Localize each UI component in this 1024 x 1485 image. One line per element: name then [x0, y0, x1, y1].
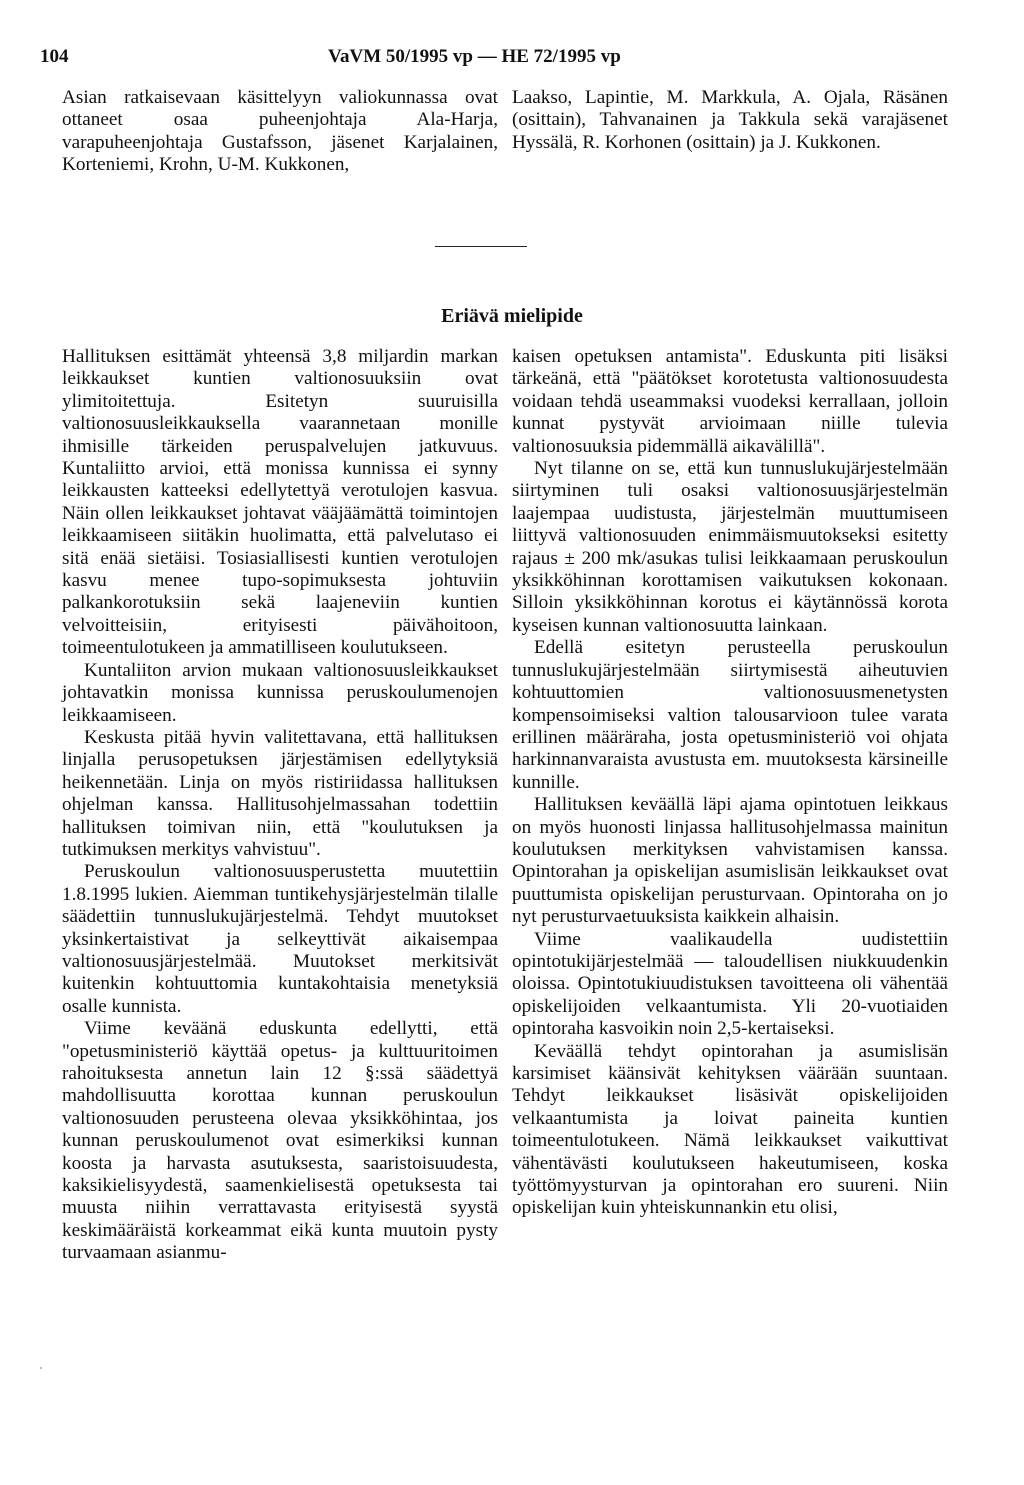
paragraph: Peruskoulun valtionosuusperustetta muutettiin 1.8.1995 lukien. Aiemman tuntikehysjärjestelmän tilalle säädettiin tunnuslukujärjestelmä. Tehdyt muutokset yksinkertaistivat ja selkeyttivät aikaisempaa valtionosuusjärjestelmää. Muutokset merkitsivät kuitenkin kohtuuttomia kuntakohtaisia menetyksiä osalle kunnista. — [62, 861, 498, 1017]
intro-paragraph-continued: Laakso, Lapintie, M. Markkula, A. Ojala, Räsänen (osittain), Tahvanainen ja Takkula sekä varajäsenet Hyssälä, R. Korhonen (osittain) ja J. Kukkonen. — [512, 87, 948, 153]
paragraph: Nyt tilanne on se, että kun tunnuslukujärjestelmään siirtyminen tuli osaksi valtionosuusjärjestelmän laajempaa uudistusta, järjestelmän muuttumiseen liittyvä valtionosuuden enimmäismuutokseksi esitetty rajaus ± 200 mk/asukas tulisi leikkaamaan peruskoulun yksikköhinnan korottamisen vaikutuksen kokonaan. Silloin yksikköhinnan korotus ei käytännössä korota kyseisen kunnan valtionosuutta lainkaan. — [512, 458, 948, 636]
paragraph: Kuntaliiton arvion mukaan valtionosuusleikkaukset johtavatkin monissa kunnissa peruskoulumenojen leikkaamiseen. — [62, 659, 498, 726]
section-heading: Eriävä mielipide — [441, 305, 583, 327]
intro-left-column — [62, 87, 498, 177]
running-header-title: VaVM 50/1995 vp — HE 72/1995 vp — [328, 46, 621, 67]
paragraph: Viime keväänä eduskunta edellytti, että "opetusministeriö käyttää opetus- ja kulttuuritoimen rahoituksesta annetun lain 12 §:ssä säädettyä mahdollisuutta korottaa kunnan peruskoulun valtionosuuden perusteena olevaa yksikköhintaa, jos kunnan peruskoulumenot ovat esimerkiksi kunnan koosta ja harvasta asutuksesta, saaristoisuudesta, kaksikielisyydestä, saamenkielisestä opetuksesta tai muusta niihin verrattavasta erityisestä syystä keskimääräistä korkeammat eikä kunta muutoin pysty turvaamaan asianmu- — [62, 1018, 498, 1264]
page-number: 104 — [40, 46, 69, 67]
paragraph: Hallituksen keväällä läpi ajama opintotuen leikkaus on myös huonosti linjassa hallitusohjelmassa mainitun koulutuksen merkityksen vahvistamisen kanssa. Opintorahan ja opiskelijan asumislisän leikkaukset ovat puuttumista opiskelijan perusturvaan. Opintoraha on jo nyt perusturvaetuuksista kaikkein alhaisin. — [512, 794, 948, 928]
left-text-column — [62, 346, 498, 1265]
paragraph: Hallituksen esittämät yhteensä 3,8 miljardin markan leikkaukset kuntien valtionosuuksiin ovat ylimitoitettuja. Esitetyn suuruisilla valtionosuusleikkauksella vaarannetaan monille ihmisille tärkeiden peruspalvelujen jatkuvuus. Kuntaliitto arvioi, että monissa kunnissa ei synny leikkausten katteeksi edellytettyä verotulojen kasvua. Näin ollen leikkaukset johtavat vääjäämättä toimintojen leikkaamiseen siitäkin huolimatta, että palvelutaso ei sitä enää sietäisi. Tosiasiallisesti kuntien verotulojen kasvu menee tupo-sopimuksesta johtuviin palkankorotuksiin sekä laajeneviin kuntien velvoitteisiin, erityisesti päivähoitoon, toimeentulotukeen ja ammatilliseen koulutukseen. — [62, 346, 498, 659]
right-text-column — [512, 346, 948, 1220]
scan-speck — [40, 1367, 42, 1369]
paragraph: Keväällä tehdyt opintorahan ja asumislisän karsimiset käänsivät kehityksen väärään suuntaan. Tehdyt leikkaukset lisäsivät opiskelijoiden velkaantumista ja loivat paineita kuntien toimeentulotukeen. Nämä leikkaukset vaikuttivat vähentävästi koulutukseen hakeutumiseen, koska työttömyysturvan ja opintorahan ero suureni. Niin opiskelijan kuin yhteiskunnankin etu olisi, — [512, 1040, 948, 1219]
section-divider — [435, 246, 527, 247]
intro-paragraph: Asian ratkaisevaan käsittelyyn valiokunnassa ovat ottaneet osaa puheenjohtaja Ala-Harja, varapuheenjohtaja Gustafsson, jäsenet Karjalainen, Korteniemi, Krohn, U-M. Kukkonen, — [62, 87, 498, 176]
paragraph: Edellä esitetyn perusteella peruskoulun tunnuslukujärjestelmään siirtymisestä aiheutuvien kohtuuttomien valtionosuusmenetysten kompensoimiseksi valtion talousarvioon tulee varata erillinen määräraha, josta opetusministeriö voi ohjata harkinnanvaraista avustusta em. muutoksesta kärsineille kunnille. — [512, 637, 948, 793]
paragraph: kaisen opetuksen antamista". Eduskunta piti lisäksi tärkeänä, että "päätökset korotetusta valtionosuudesta voidaan tehdä useammaksi vuodeksi kerrallaan, jolloin kunnat pystyvät arvioimaan niille tulevia valtionosuuksia pidemmällä aikavälillä". — [512, 346, 948, 457]
intro-right-column — [512, 87, 948, 154]
paragraph: Viime vaalikaudella uudistettiin opintotukijärjestelmää — taloudellisen niukkuudenkin oloissa. Opintotukiuudistuksen tavoitteena oli vähentää opiskelijoiden velkaantumista. Yli 20-vuotiaiden opintoraha kasvoikin noin 2,5-kertaiseksi. — [512, 928, 948, 1040]
paragraph: Keskusta pitää hyvin valitettavana, että hallituksen linjalla perusopetuksen järjestämisen edellytyksiä heikennetään. Linja on myös ristiriidassa hallituksen ohjelman kanssa. Hallitusohjelmassahan todettiin hallituksen toimivan niin, että "koulutuksen ja tutkimuksen merkitys vahvistuu". — [62, 726, 498, 860]
